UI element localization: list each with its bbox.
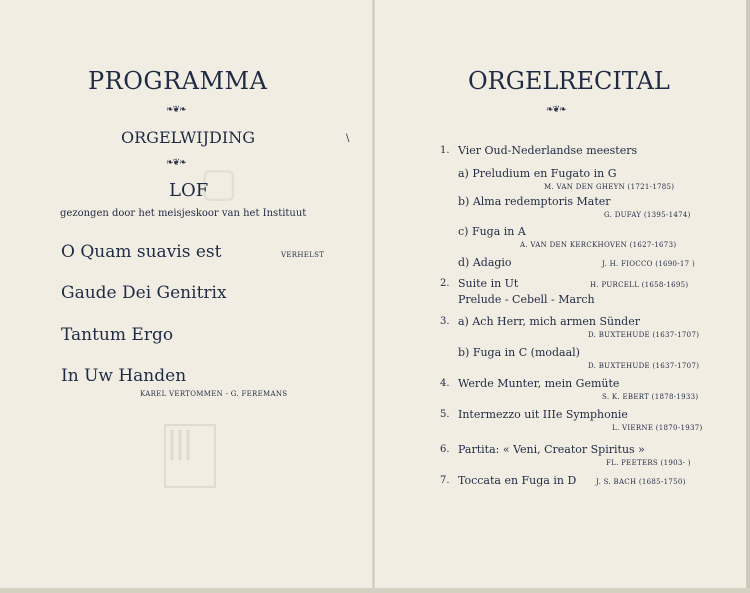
item-title: Werde Munter, mein Gemüte [458, 377, 620, 390]
item-title: a) Ach Herr, mich armen Sünder [458, 315, 640, 328]
item-composer: J. H. FIOCCO (1690-17 ) [602, 260, 695, 268]
item-composer: S. K. EBERT (1878-1933) [602, 393, 699, 401]
ornament-icon: ❧❦❧ [166, 105, 186, 115]
stray-mark: \ [346, 133, 350, 144]
item-subtitle: Prelude - Cebell - March [458, 293, 595, 306]
paper-edge-bottom [0, 588, 750, 593]
item-sub: b) Fuga in C (modaal) [458, 346, 580, 359]
item-composer: J. S. BACH (1685-1750) [596, 478, 686, 486]
item-composer: L. VIERNE (1870-1937) [612, 424, 703, 432]
ornament-icon: ❧❦❧ [166, 158, 186, 168]
item-sub: b) Alma redemptoris Mater [458, 195, 611, 208]
item-number: 2. [440, 278, 450, 289]
item-sub: a) Preludium en Fugato in G [458, 167, 617, 180]
organ-show-through [160, 420, 220, 490]
item-number: 6. [440, 444, 450, 455]
item-composer: D. BUXTEHUDE (1637-1707) [588, 331, 700, 339]
paper-edge-right [746, 0, 750, 593]
center-fold [372, 0, 375, 593]
ornament-icon: ❧❦❧ [546, 105, 566, 115]
item-number: 7. [440, 475, 450, 486]
item-title: Toccata en Fuga in D [458, 474, 577, 487]
section-lof: LOF [169, 180, 209, 201]
item-sub: c) Fuga in A [458, 225, 526, 238]
piece-title: O Quam suavis est [61, 242, 222, 262]
item-number: 1. [440, 145, 450, 156]
piece-title: In Uw Handen [61, 366, 187, 386]
item-number: 5. [440, 409, 450, 420]
item-composer: H. PURCELL (1658-1695) [590, 281, 689, 289]
item-number: 4. [440, 378, 450, 389]
item-number: 3. [440, 316, 450, 327]
item-title: Intermezzo uit IIIe Symphonie [458, 408, 628, 421]
section-orgelwijding: ORGELWIJDING [121, 128, 255, 147]
item-composer: A. VAN DEN KERCKHOVEN (1627-1673) [520, 241, 677, 249]
item-composer: G. DUFAY (1395-1474) [604, 211, 691, 219]
item-title: Vier Oud-Nederlandse meesters [458, 144, 638, 157]
item-title: Partita: « Veni, Creator Spiritus » [458, 443, 645, 456]
piece-credit: KAREL VERTOMMEN - G. FEREMANS [140, 390, 288, 398]
piece-title: Tantum Ergo [61, 325, 174, 345]
right-page-title: ORGELRECITAL [468, 67, 670, 95]
lof-caption: gezongen door het meisjeskoor van het Instituut [60, 208, 307, 219]
show-through: ▢ [200, 160, 238, 206]
item-title: Suite in Ut [458, 277, 519, 290]
item-composer: D. BUXTEHUDE (1637-1707) [588, 362, 700, 370]
item-composer: FL. PEETERS (1903- ) [606, 459, 691, 467]
item-sub: d) Adagio [458, 256, 512, 269]
piece-composer: VERHELST [281, 251, 325, 259]
piece-title: Gaude Dei Genitrix [61, 283, 227, 303]
left-page-title: PROGRAMMA [88, 67, 268, 95]
item-composer: M. VAN DEN GHEYN (1721-1785) [544, 183, 675, 191]
